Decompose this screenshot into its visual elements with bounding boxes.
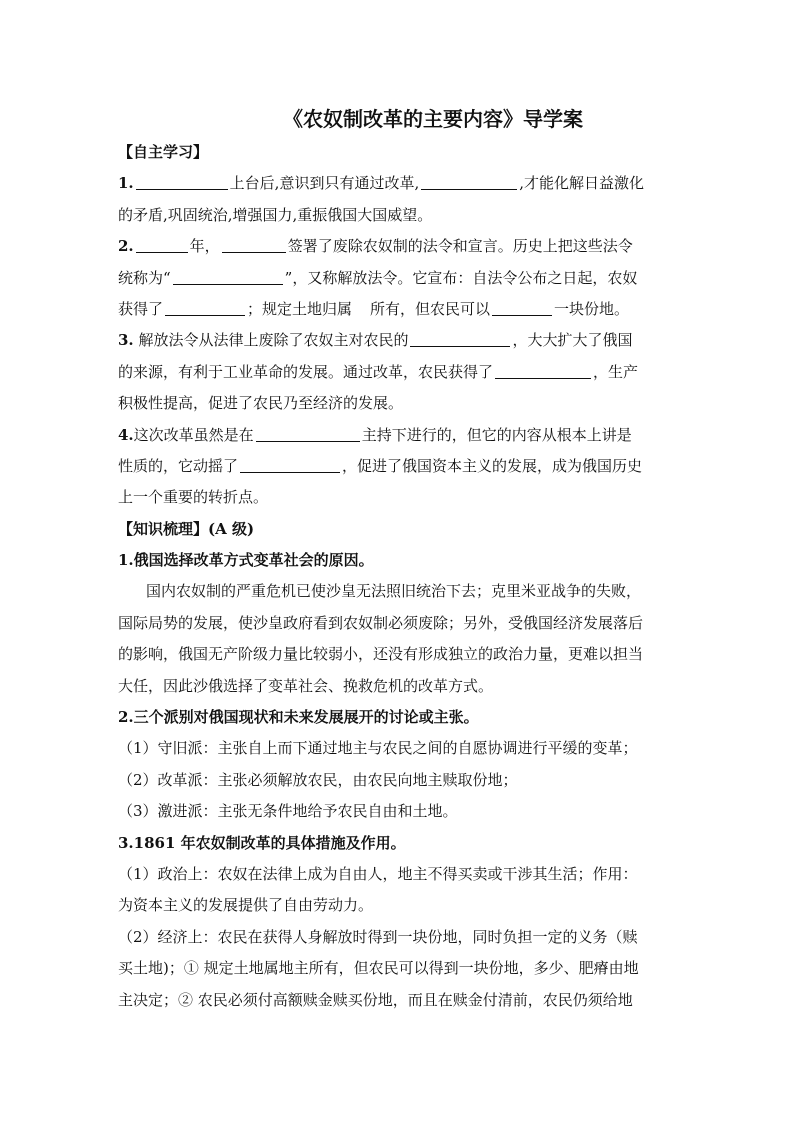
- paragraph-line: （1）政治上：农奴在法律上成为自由人，地主不得买卖或干涉其生活；作用：: [118, 864, 638, 883]
- question-4-line-1: [118, 420, 678, 451]
- subsection-heading-3: 3.1861 年农奴制改革的具体措施及作用。: [118, 833, 406, 852]
- question-text: ,才能化解日益激化: [519, 174, 644, 193]
- question-1-line-1: [118, 168, 678, 199]
- question-text: 主持下进行的，但它的内容从根本上讲是: [361, 425, 632, 444]
- question-4-line-3: 上一个重要的转折点。: [118, 488, 269, 507]
- question-3-line-2: [118, 357, 678, 388]
- paragraph-line: 的影响，俄国无产阶级力量比较弱小，还没有形成独立的政治力量，更难以担当: [118, 645, 644, 664]
- subsection-heading-1: 1.俄国选择改革方式变革社会的原因。: [118, 551, 374, 570]
- question-text: 这次改革虽然是在: [133, 425, 254, 444]
- question-text: ”，又称解放法令。它宣布：自法令公布之日起，农奴: [284, 268, 638, 287]
- paragraph-line: 为资本主义的发展提供了自由劳动力。: [118, 896, 374, 915]
- document-content: [118, 101, 678, 1016]
- page-title: 《农奴制改革的主要内容》导学案: [283, 107, 583, 131]
- question-text: 解放法令从法律上废除了农奴主对农民的: [138, 331, 409, 350]
- list-item: （1）守旧派：主张自上而下通过地主与农民之间的自愿协调进行平缓的变革；: [118, 739, 638, 758]
- question-number: 2.: [118, 237, 134, 256]
- subsection-heading-2: 2.三个派别对俄国现状和未来发展展开的讨论或主张。: [118, 708, 479, 727]
- fill-blank[interactable]: [165, 299, 245, 316]
- list-item: （3）激进派：主张无条件地给予农民自由和土地。: [118, 802, 458, 821]
- list-item: （2）改革派：主张必须解放农民，由农民向地主赎取份地；: [118, 770, 518, 789]
- question-1-line-2: 的矛盾,巩固统治,增强国力,重振俄国大国威望。: [118, 205, 433, 224]
- section-heading-knowledge: 【知识梳理】(A 级): [118, 519, 255, 538]
- question-text: 年，: [189, 237, 220, 256]
- fill-blank[interactable]: [240, 456, 340, 473]
- question-number: 4.: [118, 425, 134, 444]
- question-text: ，生产: [593, 362, 639, 381]
- question-2-line-2: [118, 263, 678, 294]
- question-text: 统称为“: [118, 268, 171, 287]
- paragraph-line: 主决定；② 农民必须付高额赎金赎买份地，而且在赎金付清前，农民仍须给地: [118, 990, 633, 1009]
- question-text: 的来源，有利于工业革命的发展。通过改革，农民获得了: [118, 362, 494, 381]
- fill-blank[interactable]: [256, 425, 360, 442]
- question-3-line-3: 积极性提高，促进了农民乃至经济的发展。: [118, 394, 404, 413]
- paragraph-line: 买土地)；① 规定土地属地主所有，但农民可以得到一块份地，多少、肥瘠由地: [118, 959, 639, 978]
- question-text: 性质的，它动摇了: [118, 456, 239, 475]
- question-4-line-2: [118, 451, 678, 482]
- question-text: 获得了: [118, 299, 164, 318]
- paragraph-line: 大任，因此沙俄选择了变革社会、挽救危机的改革方式。: [118, 676, 494, 695]
- question-text: ；规定土地归属: [247, 299, 353, 318]
- question-text: 一块份地。: [554, 299, 630, 318]
- fill-blank[interactable]: [492, 299, 552, 316]
- question-number: 3.: [118, 331, 134, 350]
- paragraph-line: 国际局势的发展，使沙皇政府看到农奴制必须废除；另外，受俄国经济发展落后: [118, 613, 644, 632]
- section-heading-self-study: 【自主学习】: [118, 143, 209, 161]
- fill-blank[interactable]: [421, 173, 517, 190]
- question-text: 上台后,意识到只有通过改革,: [229, 174, 420, 193]
- fill-blank[interactable]: [222, 236, 286, 253]
- question-text: ，大大扩大了俄国: [512, 331, 633, 350]
- fill-blank[interactable]: [173, 268, 283, 285]
- question-text: 签署了废除农奴制的法令和宣言。历史上把这些法令: [287, 237, 633, 256]
- fill-blank[interactable]: [136, 236, 188, 253]
- fill-blank[interactable]: [410, 330, 510, 347]
- question-text: 所有，但农民可以: [370, 299, 491, 318]
- fill-blank[interactable]: [495, 362, 591, 379]
- question-3-line-1: [118, 325, 678, 356]
- question-number: 1.: [118, 174, 134, 193]
- question-2-line-3: [118, 294, 678, 325]
- fill-blank[interactable]: [136, 173, 228, 190]
- question-2-line-1: [118, 231, 678, 262]
- paragraph-line: （2）经济上：农民在获得人身解放时得到一块份地，同时负担一定的义务（赎: [118, 927, 638, 946]
- paragraph-line: 国内农奴制的严重危机已使沙皇无法照旧统治下去；克里米亚战争的失败，: [146, 582, 642, 601]
- question-text: ，促进了俄国资本主义的发展，成为俄国历史: [342, 456, 643, 475]
